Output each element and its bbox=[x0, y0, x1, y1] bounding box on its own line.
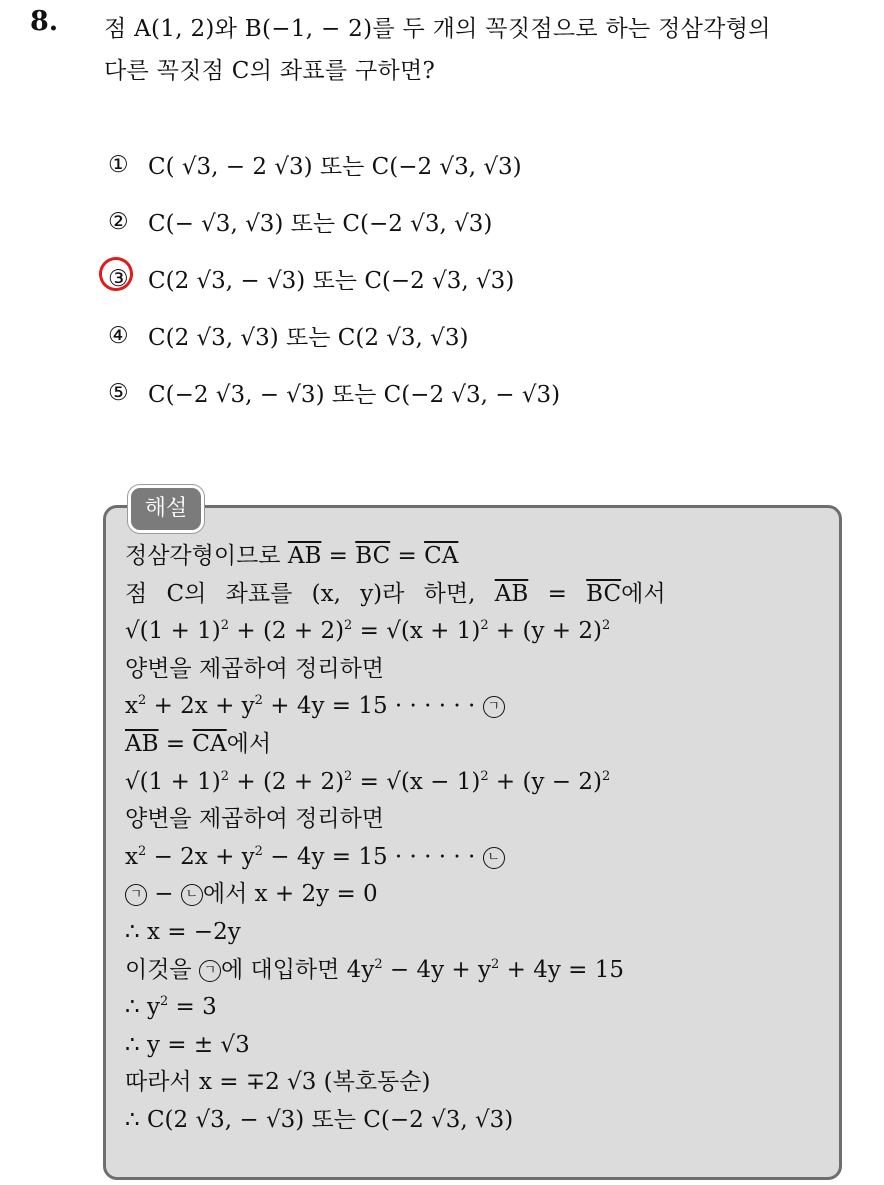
choice-text: C(− √3, √3) 또는 C(−2 √3, √3) bbox=[148, 211, 493, 237]
segment-ca: $\overline{CA}$ bbox=[424, 543, 459, 569]
exponent: 2 bbox=[601, 618, 611, 634]
text: √(1 + 1) bbox=[125, 618, 221, 645]
text: − 4y + y bbox=[382, 956, 492, 983]
text: = √(x − 1) bbox=[352, 768, 481, 795]
question-line-2: 다른 꼭짓점 C의 좌표를 구하면? bbox=[104, 58, 436, 84]
segment-bc: $\overline{BC}$ bbox=[355, 543, 391, 569]
question-line-1: 점 A(1, 2)와 B(−1, − 2)를 두 개의 꼭짓점으로 하는 정삼각형의 bbox=[104, 16, 771, 42]
exponent: 2 bbox=[344, 618, 353, 634]
exponent: 2 bbox=[137, 693, 147, 709]
question-number: 8. bbox=[30, 6, 59, 37]
text: ∴ y bbox=[125, 994, 160, 1021]
exponent: 2 bbox=[480, 768, 489, 784]
choice-text: C( √3, − 2 √3) 또는 C(−2 √3, √3) bbox=[148, 154, 522, 180]
exponent: 2 bbox=[220, 618, 230, 634]
circled-giyeok-icon: ㄱ bbox=[199, 960, 221, 982]
text: + 2x + y bbox=[146, 693, 255, 720]
choice-list bbox=[108, 136, 560, 421]
text: = √(x + 1) bbox=[352, 618, 481, 645]
choice-5[interactable] bbox=[108, 364, 560, 421]
selected-mark-icon bbox=[95, 253, 137, 295]
text: 에서 bbox=[226, 730, 272, 757]
circled-giyeok-icon: ㄱ bbox=[125, 884, 147, 906]
choice-text: C(2 √3, √3) 또는 C(2 √3, √3) bbox=[148, 325, 469, 351]
solution-line bbox=[125, 538, 825, 576]
exponent: 2 bbox=[254, 843, 263, 859]
choice-number: ② bbox=[108, 208, 129, 235]
text: − 4y = 15 · · · · · · bbox=[262, 843, 483, 870]
choice-4[interactable] bbox=[108, 307, 560, 364]
solution-tab: 해설 bbox=[128, 485, 204, 533]
text: + (2 + 2) bbox=[229, 768, 345, 795]
choice-text: C(2 √3, − √3) 또는 C(−2 √3, √3) bbox=[148, 268, 515, 294]
segment-bc: $\overline{BC}$ bbox=[586, 580, 622, 607]
choice-number-selected bbox=[108, 266, 148, 292]
solution-line: 양변을 제곱하여 정리하면 bbox=[125, 806, 385, 833]
text: + (y − 2) bbox=[488, 768, 602, 795]
solution-line bbox=[125, 952, 825, 990]
text: = bbox=[321, 543, 356, 569]
choice-number-label: ③ bbox=[108, 265, 129, 292]
text: + (2 + 2) bbox=[229, 618, 345, 645]
segment-ab: $\overline{AB}$ bbox=[125, 730, 159, 757]
segment-ca: $\overline{CA}$ bbox=[192, 730, 227, 757]
text: 에서 bbox=[621, 580, 666, 607]
text: + 4y = 15 · · · · · · bbox=[262, 693, 483, 720]
exponent: 2 bbox=[344, 768, 353, 784]
exponent: 2 bbox=[159, 994, 169, 1010]
question-text bbox=[104, 8, 874, 92]
text: 이것을 bbox=[125, 956, 199, 983]
exponent: 2 bbox=[137, 843, 147, 859]
text: 정삼각형이므로 bbox=[125, 543, 288, 569]
solution-line: 양변을 제곱하여 정리하면 bbox=[125, 655, 385, 682]
choice-number: ⑤ bbox=[108, 379, 129, 406]
exponent: 2 bbox=[254, 693, 263, 709]
solution-line bbox=[125, 764, 825, 802]
text: 점 C의 좌표를 (x, y)라 하면, bbox=[125, 580, 495, 607]
text: x bbox=[125, 843, 138, 870]
text: = 3 bbox=[168, 994, 217, 1021]
text: = bbox=[390, 543, 425, 569]
circled-giyeok-icon: ㄱ bbox=[483, 696, 505, 718]
segment-ab: $\overline{AB}$ bbox=[287, 543, 322, 569]
text: = bbox=[158, 730, 193, 757]
solution-line bbox=[125, 688, 825, 726]
text: x bbox=[125, 693, 138, 720]
choice-1[interactable] bbox=[108, 136, 560, 193]
solution-line bbox=[125, 613, 825, 651]
exponent: 2 bbox=[491, 956, 500, 972]
solution-line bbox=[125, 576, 825, 614]
solution-line: 따라서 x = ∓2 √3 (복호동순) bbox=[125, 1069, 431, 1096]
solution-line: ∴ C(2 √3, − √3) 또는 C(−2 √3, √3) bbox=[125, 1106, 514, 1133]
choice-3[interactable] bbox=[108, 250, 560, 307]
circled-nieun-icon: ㄴ bbox=[181, 884, 203, 906]
text: − 2x + y bbox=[146, 843, 255, 870]
exponent: 2 bbox=[601, 768, 611, 784]
solution-line bbox=[125, 726, 825, 764]
exponent: 2 bbox=[374, 956, 383, 972]
choice-2[interactable] bbox=[108, 193, 560, 250]
exponent: 2 bbox=[480, 618, 489, 634]
choice-text: C(−2 √3, − √3) 또는 C(−2 √3, − √3) bbox=[148, 382, 561, 408]
text: 에 대입하면 4y bbox=[220, 956, 375, 983]
solution-line bbox=[125, 989, 825, 1027]
solution-line bbox=[125, 839, 825, 877]
text: 에서 x + 2y = 0 bbox=[202, 881, 378, 908]
solution-line: ∴ y = ± √3 bbox=[125, 1031, 250, 1058]
text: √(1 + 1) bbox=[125, 768, 221, 795]
text: + 4y = 15 bbox=[499, 956, 624, 983]
solution-body bbox=[125, 538, 825, 1140]
choice-number: ① bbox=[108, 151, 129, 178]
segment-ab: $\overline{AB}$ bbox=[494, 580, 529, 607]
exponent: 2 bbox=[220, 768, 230, 784]
circled-nieun-icon: ㄴ bbox=[483, 847, 505, 869]
solution-line: ∴ x = −2y bbox=[125, 918, 241, 945]
choice-number: ④ bbox=[108, 322, 129, 349]
text: + (y + 2) bbox=[488, 618, 602, 645]
solution-line bbox=[125, 876, 825, 914]
text: − bbox=[147, 881, 181, 908]
text: = bbox=[528, 580, 587, 607]
